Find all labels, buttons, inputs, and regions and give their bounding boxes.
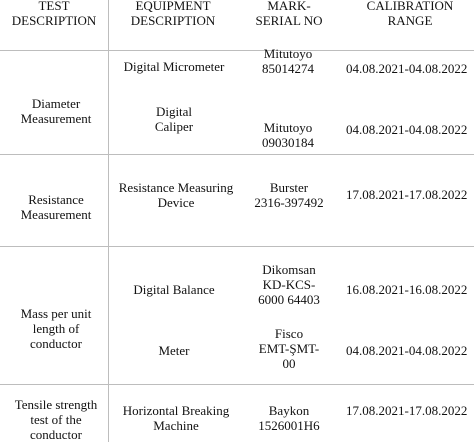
calibration-range-caliper: 04.08.2021-04.08.2022 [346, 122, 468, 137]
equipment-digital-micrometer: Digital Micrometer [123, 59, 225, 74]
serial-meter: Fisco EMT-ŞMT- 00 [258, 326, 320, 371]
test-description-tensile: Tensile strength test of the conductor [14, 397, 98, 442]
serial-resistance: Burster 2316-397492 [254, 180, 324, 210]
row-divider-diameter [0, 154, 474, 155]
equipment-digital-balance: Digital Balance [133, 282, 215, 297]
equipment-breaking-machine: Horizontal Breaking Machine [122, 403, 230, 433]
header-divider [0, 50, 474, 51]
equipment-resistance-device: Resistance Measuring Device [118, 180, 234, 210]
header-calibration-range: CALIBRATION RANGE [366, 0, 454, 28]
calibration-range-resistance: 17.08.2021-17.08.2022 [346, 187, 468, 202]
row-divider-mass [0, 384, 474, 385]
row-divider-resistance [0, 246, 474, 247]
test-description-mass: Mass per unit length of conductor [20, 306, 92, 351]
serial-tensile: Baykon 1526001H6 [258, 403, 320, 433]
header-test-description: TEST DESCRIPTION [11, 0, 97, 28]
test-description-diameter: Diameter Measurement [20, 96, 92, 126]
serial-caliper: Mitutoyo 09030184 [262, 120, 314, 150]
header-mark-serial: MARK- SERIAL NO [255, 0, 323, 28]
header-equipment-description: EQUIPMENT DESCRIPTION [130, 0, 216, 28]
calibration-range-micrometer: 04.08.2021-04.08.2022 [346, 61, 468, 76]
equipment-digital-caliper: Digital Caliper [154, 104, 194, 134]
calibration-range-meter: 04.08.2021-04.08.2022 [346, 343, 468, 358]
serial-balance: Dikomsan KD-KCS- 6000 64403 [258, 262, 320, 307]
serial-micrometer: Mitutoyo 85014274 [262, 46, 314, 76]
calibration-range-balance: 16.08.2021-16.08.2022 [346, 282, 468, 297]
equipment-meter: Meter [158, 343, 190, 358]
test-description-resistance: Resistance Measurement [20, 192, 92, 222]
calibration-range-tensile: 17.08.2021-17.08.2022 [346, 403, 468, 418]
